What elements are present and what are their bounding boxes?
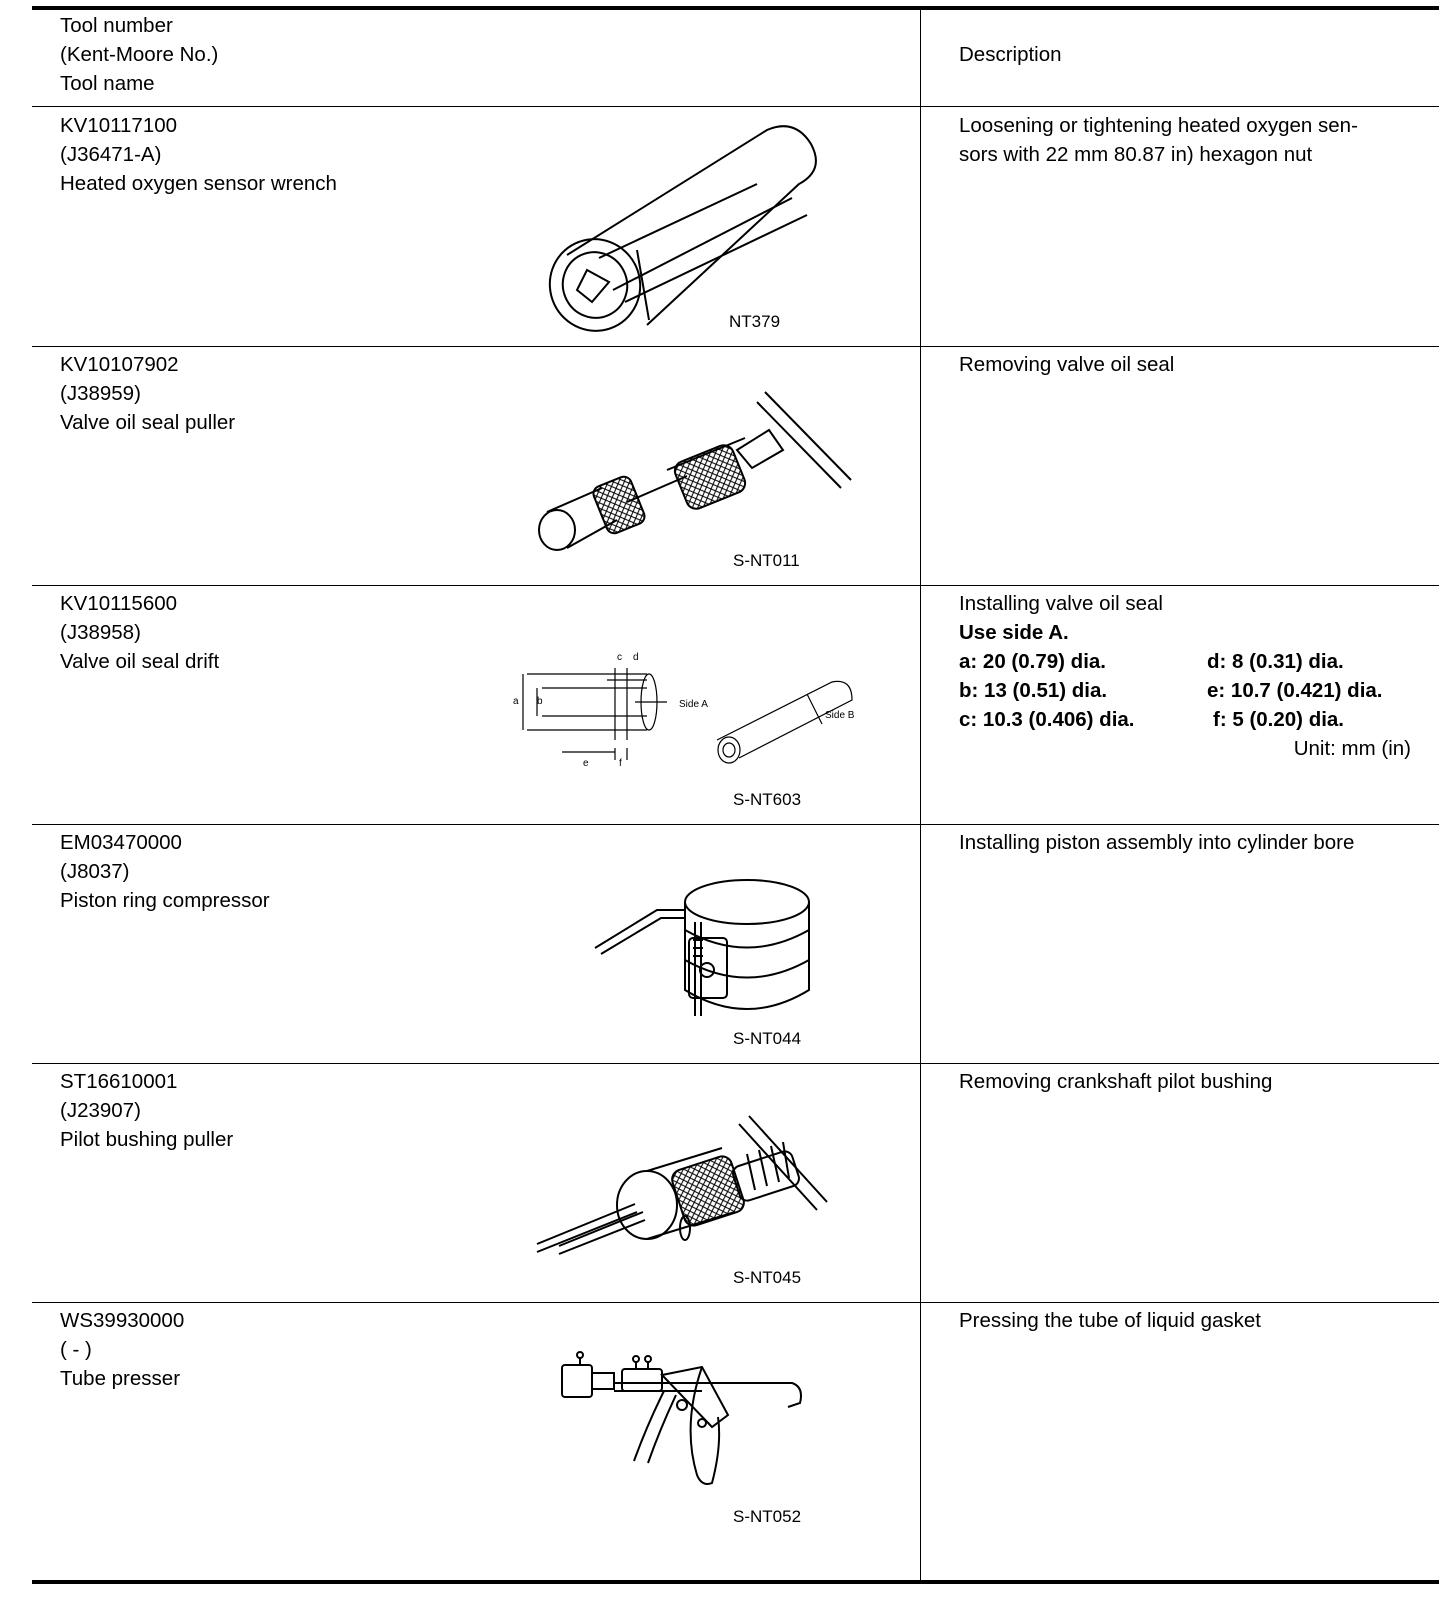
spec-b: b: 13 (0.51) dia.: [959, 679, 1108, 702]
header-tool-name: Tool name: [60, 72, 155, 95]
spec-unit: Unit: mm (in): [1293, 737, 1411, 760]
row-4-description: Installing piston assembly into cylinder bore: [959, 831, 1355, 854]
svg-text:c: c: [617, 652, 622, 663]
tool-number: KV10107902: [60, 353, 179, 376]
piston-ring-compressor-illustration: [587, 880, 827, 1030]
figure-code: S-NT045: [733, 1268, 802, 1287]
kent-moore-number: (J23907): [60, 1099, 141, 1122]
table-top-rule: [32, 6, 1439, 10]
spec-d: d: 8 (0.31) dia.: [1207, 650, 1344, 673]
row-divider: [32, 1302, 1439, 1303]
row-6-description: Pressing the tube of liquid gasket: [959, 1309, 1261, 1332]
spec-use-side: Use side A.: [959, 621, 1069, 644]
row-divider: [32, 346, 1439, 347]
kent-moore-number: (J8037): [60, 860, 130, 883]
column-divider: [920, 10, 921, 1582]
special-tools-table: [32, 0, 1439, 1610]
valve-oil-seal-drift-illustration: [507, 640, 867, 775]
tool-number: KV10115600: [60, 592, 178, 615]
row-4-tool-info: [60, 828, 270, 915]
header-kent-moore: (Kent-Moore No.): [60, 43, 219, 66]
tool-name: Tube presser: [60, 1367, 181, 1390]
svg-text:b: b: [537, 696, 543, 707]
figure-code: S-NT044: [733, 1029, 802, 1048]
tool-number: KV10117100: [60, 114, 178, 137]
tool-number: ST16610001: [60, 1070, 178, 1093]
row-2-tool-info: [60, 350, 235, 437]
tool-name: Valve oil seal puller: [60, 411, 236, 434]
svg-text:Side A: Side A: [679, 699, 708, 710]
table-bottom-rule: [32, 1580, 1439, 1584]
row-divider: [32, 824, 1439, 825]
svg-text:Side B: Side B: [825, 710, 855, 721]
tool-name: Heated oxygen sensor wrench: [60, 172, 337, 195]
svg-text:d: d: [633, 652, 639, 663]
seal-drift-specifications: [959, 618, 1429, 763]
row-6-tool-info: [60, 1306, 184, 1393]
row-divider: [32, 585, 1439, 586]
figure-code: NT379: [729, 312, 781, 331]
spec-f: f: 5 (0.20) dia.: [1213, 708, 1345, 731]
row-5-tool-info: [60, 1067, 233, 1154]
tool-number: EM03470000: [60, 831, 182, 854]
header-tool-column: [60, 11, 218, 98]
row-3-tool-info: [60, 589, 219, 676]
pilot-bushing-puller-illustration: [527, 1110, 847, 1260]
row-3-description: Installing valve oil seal: [959, 592, 1163, 615]
kent-moore-number: (J36471-A): [60, 143, 162, 166]
tool-number: WS39930000: [60, 1309, 185, 1332]
svg-text:f: f: [619, 758, 622, 769]
row-divider: [32, 1063, 1439, 1064]
tool-name: Valve oil seal drift: [60, 650, 220, 673]
row-1-description: Loosening or tightening heated oxygen sen- sors with 22 mm 80.87 in) hexagon nut: [959, 114, 1358, 166]
header-description: Description: [959, 43, 1062, 66]
valve-oil-seal-puller-illustration: [507, 380, 867, 560]
row-1-tool-info: [60, 111, 337, 198]
header-tool-number: Tool number: [60, 14, 173, 37]
row-5-description: Removing crankshaft pilot bushing: [959, 1070, 1273, 1093]
tool-name: Piston ring compressor: [60, 889, 270, 912]
svg-text:e: e: [583, 758, 589, 769]
oxygen-sensor-wrench-illustration: [537, 120, 877, 330]
spec-c: c: 10.3 (0.406) dia.: [959, 708, 1135, 731]
kent-moore-number: ( - ): [60, 1338, 92, 1361]
header-bottom-rule: [32, 106, 1439, 107]
figure-code: S-NT011: [733, 551, 800, 570]
row-2-description: Removing valve oil seal: [959, 353, 1175, 376]
svg-text:a: a: [513, 696, 519, 707]
kent-moore-number: (J38958): [60, 621, 141, 644]
tube-presser-illustration: [552, 1345, 812, 1495]
kent-moore-number: (J38959): [60, 382, 141, 405]
tool-name: Pilot bushing puller: [60, 1128, 234, 1151]
spec-a: a: 20 (0.79) dia.: [959, 650, 1106, 673]
spec-e: e: 10.7 (0.421) dia.: [1207, 679, 1383, 702]
figure-code: S-NT603: [733, 790, 802, 809]
figure-code: S-NT052: [733, 1507, 802, 1526]
